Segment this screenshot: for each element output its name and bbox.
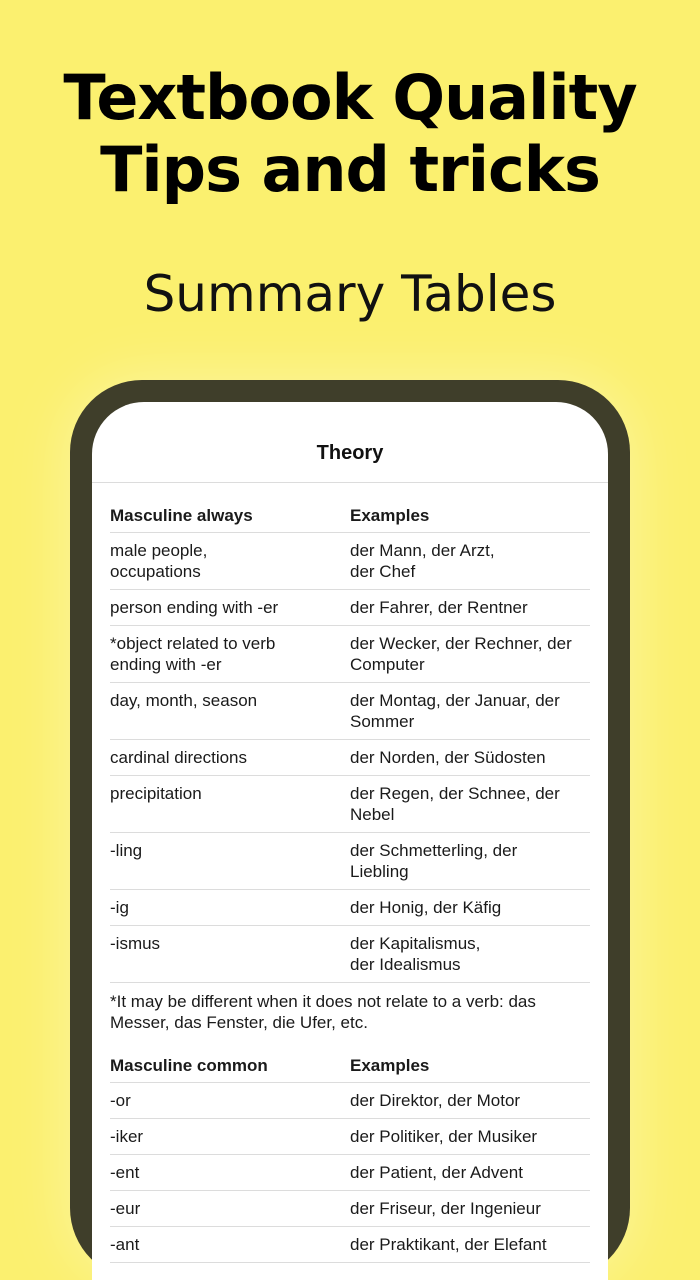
cell-text: der Regen, der Schnee, der [350, 784, 560, 803]
cell-text: der Schmetterling, der [350, 841, 518, 860]
cell-text: -ling [110, 841, 143, 860]
cell-text: der Idealismus [350, 955, 461, 974]
table-cell: der Patient, der Advent [350, 1163, 523, 1182]
table-row [110, 533, 590, 590]
content-scroll-area[interactable] [92, 483, 608, 1263]
cell-text: male people, [110, 541, 208, 560]
cell-text: Nebel [350, 805, 395, 824]
phone-frame [70, 380, 630, 1280]
table-cell [350, 747, 590, 768]
cell-text: der Honig, der Käfig [350, 898, 502, 917]
cell-text: der Kapitalismus, [350, 934, 481, 953]
table-row [110, 890, 590, 926]
footnote-line: Messer, das Fenster, die Ufer, etc. [110, 1013, 368, 1032]
table-header-row [110, 1047, 590, 1083]
table-cell [350, 933, 590, 975]
table-row [110, 1155, 590, 1191]
nav-title: Theory [316, 442, 384, 464]
nav-bar [92, 402, 608, 483]
table-row [110, 776, 590, 833]
cell-text: der Fahrer, der Rentner [350, 598, 528, 617]
table-cell: der Friseur, der Ingenieur [350, 1199, 541, 1218]
column-header: Masculine common [110, 1056, 268, 1075]
table-cell: der Politiker, der Musiker [350, 1127, 538, 1146]
table-cell [110, 783, 350, 825]
table-row [110, 590, 590, 626]
table-cell [110, 933, 350, 975]
table-cell [350, 783, 590, 825]
cell-text: *object related to verb [110, 634, 276, 653]
table-cell [350, 540, 590, 582]
table-cell [350, 840, 590, 882]
table-cell [110, 540, 350, 582]
headline-line-2: Tips and tricks [100, 133, 600, 206]
table-row [110, 626, 590, 683]
table-row [110, 1227, 590, 1263]
cell-text: Sommer [350, 712, 415, 731]
table-cell [110, 690, 350, 732]
column-header: Examples [350, 506, 430, 525]
cell-text: -ismus [110, 934, 161, 953]
table-row [110, 1083, 590, 1119]
column-header: Examples [350, 1056, 430, 1075]
phone-screen [92, 402, 608, 1280]
table-cell [110, 840, 350, 882]
headline-line-1: Textbook Quality [63, 61, 637, 134]
table-cell [350, 633, 590, 675]
table-cell [110, 633, 350, 675]
table-cell: der Praktikant, der Elefant [350, 1235, 547, 1254]
table-row [110, 1191, 590, 1227]
cell-text: -ig [110, 898, 129, 917]
cell-text: der Mann, der Arzt, [350, 541, 495, 560]
cell-text: occupations [110, 562, 201, 581]
cell-text: precipitation [110, 784, 202, 803]
table-cell [350, 597, 590, 618]
cell-text: ending with -er [110, 655, 222, 674]
table-cell: -or [110, 1091, 131, 1110]
table-row [110, 833, 590, 890]
table-row [110, 926, 590, 983]
footnote [110, 983, 590, 1047]
table-row [110, 740, 590, 776]
table-row [110, 1119, 590, 1155]
table-cell [110, 747, 350, 768]
table-cell [350, 690, 590, 732]
cell-text: Computer [350, 655, 425, 674]
footnote-line: *It may be different when it does not relate to a verb: das [110, 992, 536, 1011]
cell-text: der Norden, der Südosten [350, 748, 546, 767]
cell-text: der Montag, der Januar, der [350, 691, 560, 710]
headline [0, 62, 700, 206]
table-row [110, 683, 590, 740]
cell-text: cardinal directions [110, 748, 248, 767]
subheadline: Summary Tables [143, 265, 557, 323]
table-cell [350, 897, 590, 918]
table-cell: der Direktor, der Motor [350, 1091, 521, 1110]
table-header-row [110, 497, 590, 533]
cell-text: der Wecker, der Rechner, der [350, 634, 572, 653]
table-cell: -eur [110, 1199, 141, 1218]
table-cell [110, 897, 350, 918]
column-header: Masculine always [110, 506, 253, 525]
cell-text: Liebling [350, 862, 409, 881]
cell-text: der Chef [350, 562, 416, 581]
table-cell [110, 597, 350, 618]
table-cell: -ent [110, 1163, 140, 1182]
cell-text: day, month, season [110, 691, 258, 710]
cell-text: person ending with -er [110, 598, 279, 617]
table-cell: -iker [110, 1127, 144, 1146]
table-cell: -ant [110, 1235, 140, 1254]
